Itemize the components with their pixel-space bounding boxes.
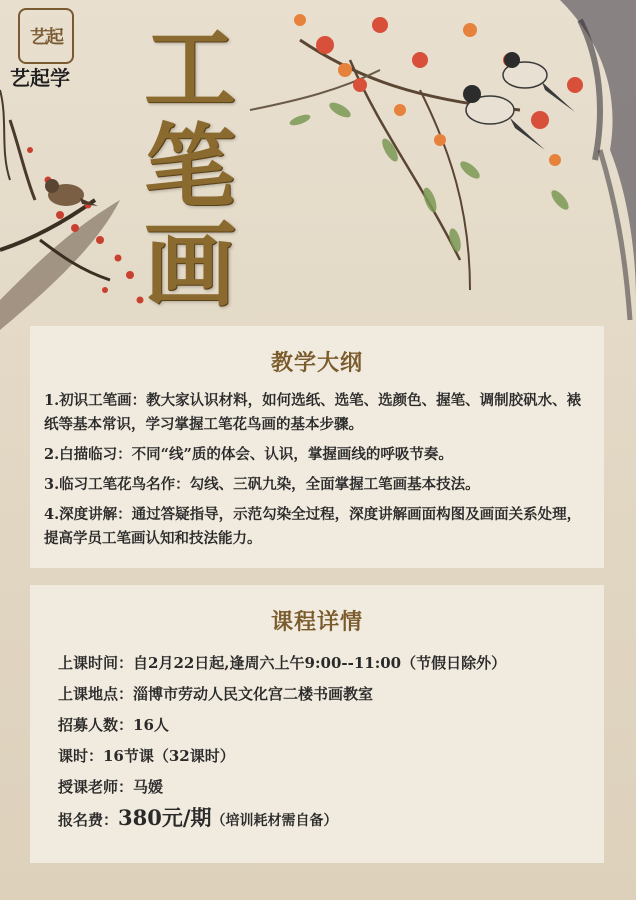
title-char: 工 (143, 15, 236, 123)
class-location: 上课地点：淄博市劳动人民文化宫二楼书画教室 (58, 685, 374, 703)
title-char: 笔 (143, 113, 236, 221)
outline-item: 3.临习工笔花鸟名作：勾线、三矾九染，全面掌握工笔画基本技法。 (44, 476, 480, 493)
plum-branch-painting-icon (0, 90, 144, 330)
fee-note: （培训耗材需自备） (211, 813, 338, 829)
outline-list (30, 389, 604, 551)
outline-item: 2.白描临习：不同“线”质的体会、认识，掌握画线的呼吸节奏。 (44, 446, 453, 463)
flowering-branch-painting-icon (250, 14, 583, 290)
details-list (30, 652, 604, 832)
teacher: 授课老师：马媛 (58, 778, 164, 796)
registration-fee (58, 807, 576, 832)
outline-heading: 教学大纲 (270, 350, 363, 376)
class-time: 上课时间：自2月22日起,逢周六上午9:00--11:00（节假日除外） (58, 654, 507, 672)
bird-pair-painting-icon (463, 52, 575, 150)
details-heading: 课程详情 (270, 609, 363, 635)
outline-item: 4.深度讲解：通过答疑指导，示范勾染全过程，深度讲解画面构图及画面关系处理，提高学员工笔画认知和技法能力。 (44, 506, 582, 547)
poster-title (130, 15, 250, 319)
painting-decoration (0, 0, 636, 360)
logo-seal: 艺起 (18, 8, 74, 64)
rock-painting-icon (560, 0, 636, 320)
outline-item: 1.初识工笔画：教大家认识材料，如何选纸、选笔、选颜色、握笔、调制胶矾水、裱纸等基本常识，学习掌握工笔花鸟画的基本步骤。 (44, 392, 582, 433)
fee-amount: 380元/期 (118, 805, 212, 830)
outline-card (30, 326, 604, 568)
class-hours: 课时：16节课（32课时） (58, 747, 235, 765)
enrollment-count: 招募人数：16人 (58, 716, 169, 734)
fee-label: 报名费： (58, 811, 119, 829)
logo-name: 艺起学 (10, 66, 70, 90)
title-char: 画 (143, 211, 236, 319)
details-card (30, 585, 604, 863)
